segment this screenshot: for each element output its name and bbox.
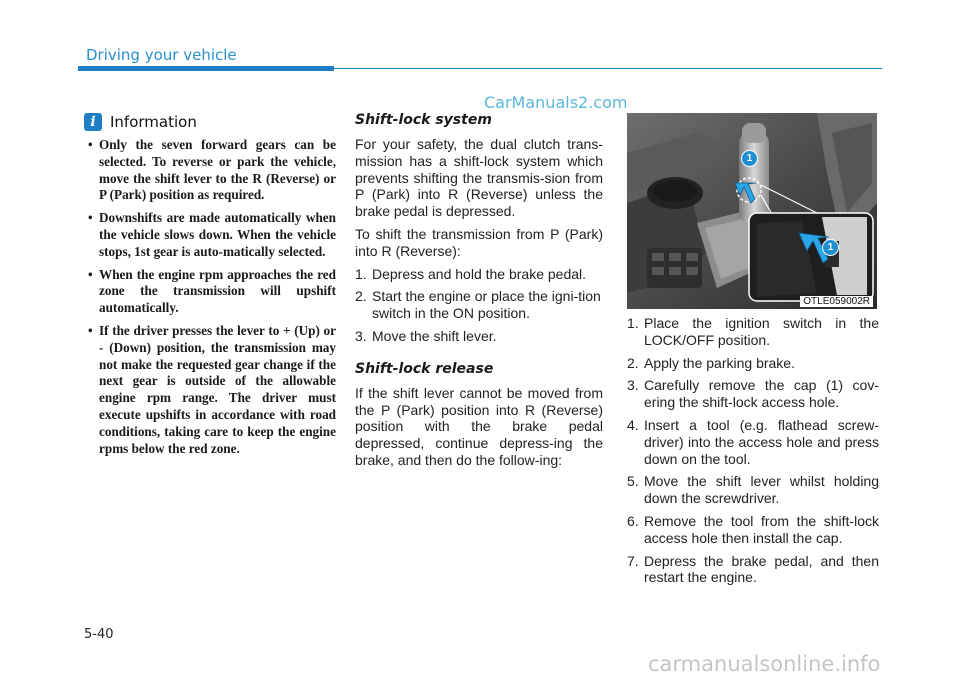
step-text: Start the engine or place the igni-tion switch in the ON position.: [372, 288, 601, 322]
callout-badge-main: [741, 150, 758, 167]
step-text: Insert a tool (e.g. flathead screw-driver) into the access hole and press down on the tool.: [644, 416, 879, 467]
step-text: Carefully remove the cap (1) cov-ering the shift-lock access hole.: [644, 377, 879, 411]
step-item: [627, 355, 879, 372]
step-item: [355, 288, 603, 322]
information-title: Information: [110, 113, 197, 131]
shift-lever-illustration: [627, 113, 877, 309]
step-number: 5.: [627, 473, 639, 490]
callout-label: 1: [827, 242, 834, 253]
step-text: Depress the brake pedal, and then restart the engine.: [644, 552, 879, 586]
information-bullet: • Downshifts are made automatically when the vehicle slows down. When the vehicle stops, 1st gear is auto-matically selected.: [84, 210, 336, 260]
header-divider: [334, 68, 882, 69]
shift-steps: [355, 266, 603, 345]
callout-label: 1: [746, 153, 753, 164]
callout-badge-inset: [822, 239, 839, 256]
shift-lock-intro: For your safety, the dual clutch trans-mission has a shift-lock system which prevents shifting the transmis-sion from P (Park) into R (Reverse) unless the brake pedal is depressed.: [355, 136, 603, 220]
step-text: Depress and hold the brake pedal.: [372, 265, 587, 282]
watermark-top[interactable]: CarManuals2.com: [484, 93, 628, 112]
information-bullet: • When the engine rpm approaches the red zone the transmission will upshift automatically.: [84, 267, 336, 317]
step-number: 1.: [355, 265, 367, 282]
step-item: [355, 328, 603, 345]
step-item: [355, 266, 603, 283]
step-number: 3.: [355, 327, 367, 344]
step-number: 1.: [627, 315, 639, 331]
step-text: Apply the parking brake.: [644, 354, 795, 371]
step-text: Remove the tool from the shift-lock access hole then install the cap.: [644, 512, 879, 546]
step-number: 7.: [627, 552, 639, 569]
page-number: 5-40: [84, 627, 114, 642]
step-text: Move the shift lever whilst holding down the screwdriver.: [644, 473, 879, 507]
step-item: [627, 315, 879, 349]
shift-lever-figure: [627, 113, 877, 309]
step-text: Move the shift lever.: [372, 327, 497, 344]
step-item: [627, 513, 879, 547]
step-item: [627, 553, 879, 587]
step-number: 4.: [627, 416, 639, 433]
shift-lock-instruction: To shift the transmission from P (Park) into R (Reverse):: [355, 225, 603, 259]
release-steps: [627, 315, 879, 586]
header-rule: [78, 66, 334, 71]
step-text: Place the ignition switch in the LOCK/OFF position.: [644, 315, 879, 348]
step-item: [627, 377, 879, 411]
release-procedure: [627, 315, 879, 592]
figure-code: OTLE059002R: [800, 296, 873, 307]
shift-lock-section: [355, 112, 603, 475]
shift-lock-release-text: If the shift lever cannot be moved from the P (Park) position into R (Reverse) position with the brake pedal depressed, continue depress-ing the brake, and then do the follow-ing:: [355, 384, 603, 468]
section-title: Driving your vehicle: [86, 46, 237, 64]
shift-lock-release-heading: Shift-lock release: [355, 360, 494, 377]
step-item: [627, 417, 879, 467]
step-number: 6.: [627, 512, 639, 529]
step-number: 2.: [355, 288, 367, 305]
shift-lock-system-heading: Shift-lock system: [355, 112, 492, 128]
watermark-bottom[interactable]: carmanualsonline.info: [648, 652, 881, 676]
info-icon: i: [84, 113, 102, 131]
step-number: 3.: [627, 377, 639, 394]
information-bullet: • If the driver presses the lever to + (Up) or - (Down) position, the transmission may not make the requested gear change if the next gear is outside of the allowable engine rpm range. The driver must execute upshifts in accordance with road conditions, taking care to keep the engine rpms below the red zone.: [84, 323, 336, 457]
information-header: [84, 113, 336, 131]
step-item: [627, 473, 879, 507]
information-list: [84, 137, 336, 457]
information-bullet: • Only the seven forward gears can be selected. To reverse or park the vehicle, move the shift lever to the R (Reverse) or P (Park) position as required.: [84, 137, 336, 204]
information-section: [84, 113, 336, 463]
step-number: 2.: [627, 354, 639, 371]
